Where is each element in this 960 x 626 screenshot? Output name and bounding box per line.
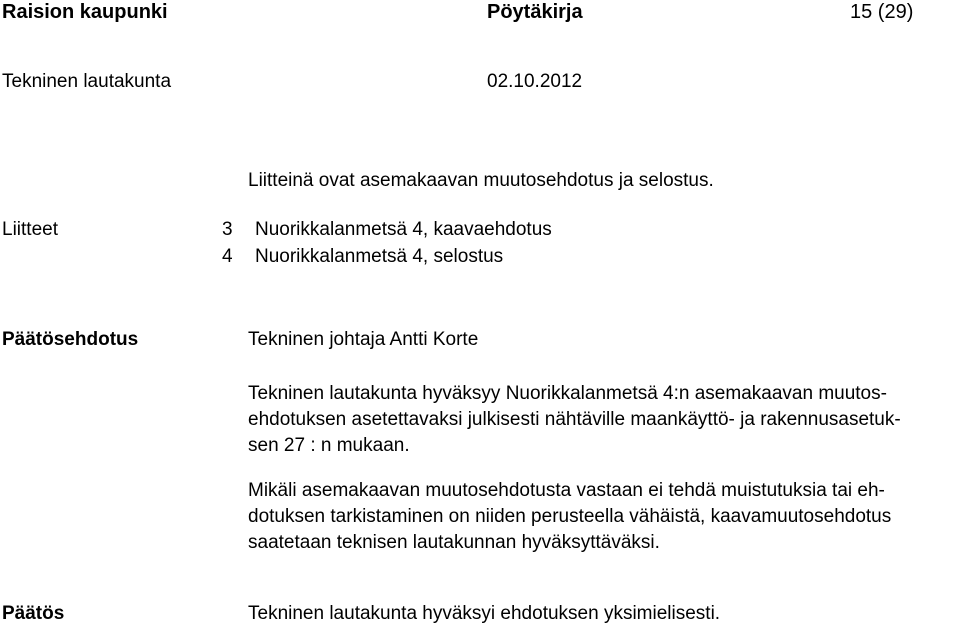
proposal-presenter: Tekninen johtaja Antti Korte bbox=[248, 329, 479, 350]
attachment-number: 4 bbox=[222, 246, 233, 267]
paragraph-line: saatetaan teknisen lautakunnan hyväksyttäväksi. bbox=[248, 532, 660, 553]
paragraph-line: ehdotuksen asetettavaksi julkisesti nähtäville maankäyttö- ja rakennusasetuk- bbox=[248, 409, 901, 430]
attachments-label: Liitteet bbox=[2, 219, 58, 240]
proposal-paragraph-1 bbox=[248, 381, 952, 459]
attachment-number: 3 bbox=[222, 219, 233, 240]
attachments-list bbox=[222, 219, 552, 273]
paragraph-line: sen 27 : n mukaan. bbox=[248, 435, 410, 456]
attachment-item bbox=[222, 219, 552, 246]
decision-text: Tekninen lautakunta hyväksyi ehdotuksen yksimielisesti. bbox=[248, 603, 721, 624]
paragraph-line: Mikäli asemakaavan muutosehdotusta vastaan ei tehdä muistutuksia tai eh- bbox=[248, 480, 885, 501]
page-number: 15 (29) bbox=[850, 1, 914, 23]
attachments-intro: Liitteinä ovat asemakaavan muutosehdotus ja selostus. bbox=[248, 170, 714, 191]
attachment-title: Nuorikkalanmetsä 4, kaavaehdotus bbox=[255, 219, 552, 240]
document-type: Pöytäkirja bbox=[487, 1, 583, 23]
board-name: Tekninen lautakunta bbox=[2, 71, 172, 92]
proposal-paragraph-2 bbox=[248, 478, 952, 556]
proposal-label: Päätösehdotus bbox=[2, 329, 139, 350]
paragraph-line: Tekninen lautakunta hyväksyy Nuorikkalanmetsä 4:n asemakaavan muutos- bbox=[248, 383, 887, 404]
decision-label: Päätös bbox=[2, 603, 65, 624]
organization-name: Raision kaupunki bbox=[2, 1, 168, 23]
meeting-date: 02.10.2012 bbox=[487, 71, 583, 92]
attachment-title: Nuorikkalanmetsä 4, selostus bbox=[255, 246, 504, 267]
paragraph-line: dotuksen tarkistaminen on niiden perusteella vähäistä, kaavamuutosehdotus bbox=[248, 506, 892, 527]
attachment-item bbox=[222, 246, 552, 273]
